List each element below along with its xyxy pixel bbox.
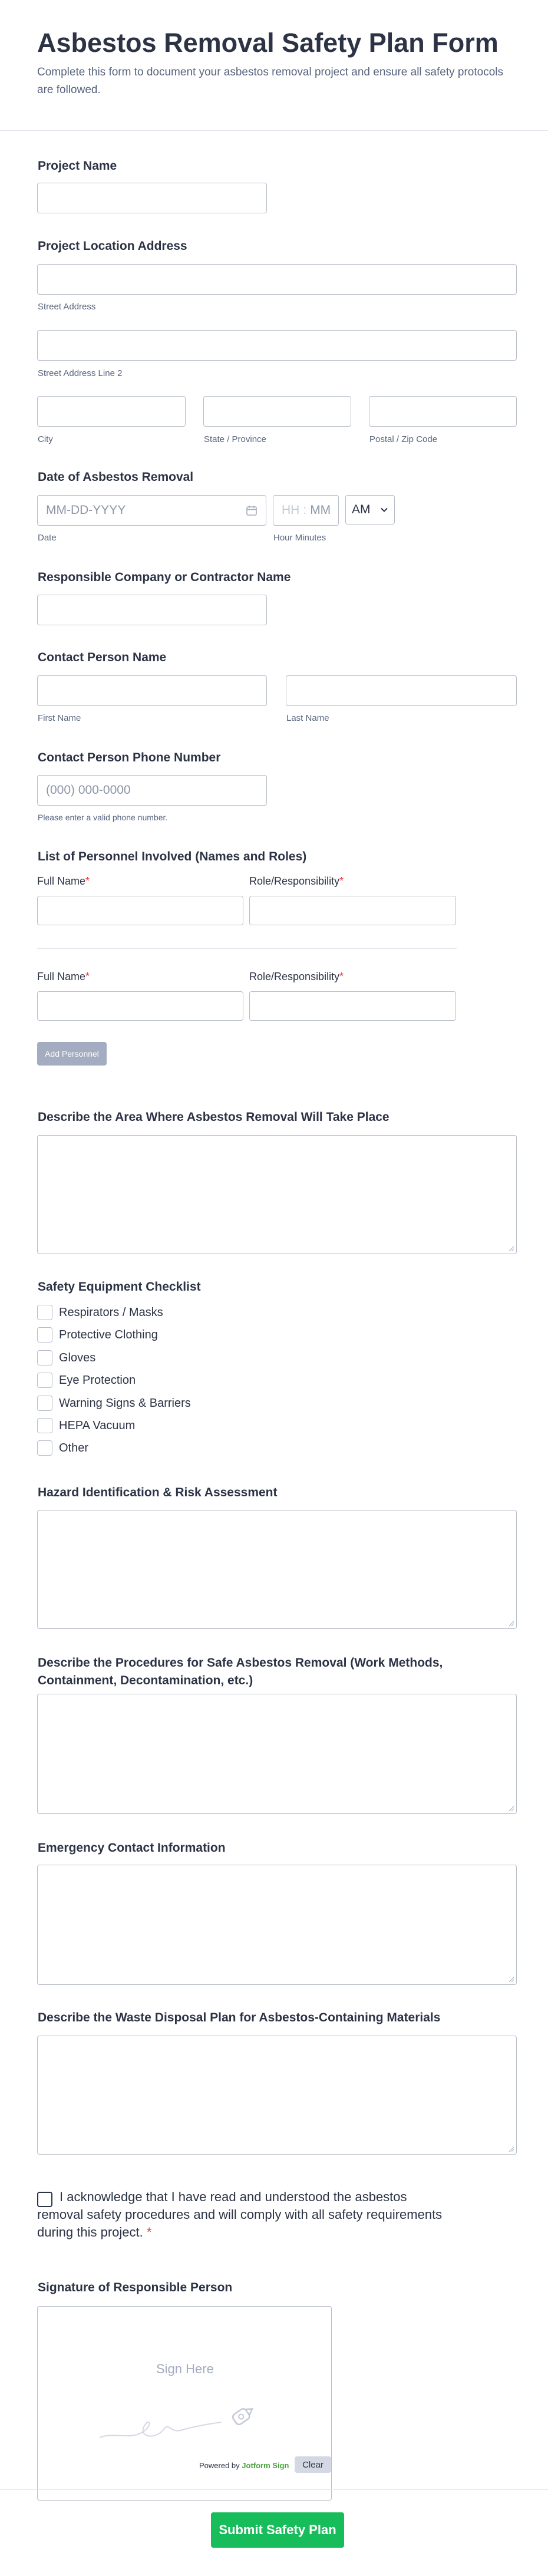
- full-name-label-2: Full Name*: [37, 971, 90, 982]
- date-input[interactable]: [37, 495, 266, 526]
- signature-placeholder: Sign Here: [156, 2361, 214, 2376]
- form-subtitle: Complete this form to document your asbestos removal project and ensure all safety protocols are followed.: [37, 66, 503, 96]
- area-textarea[interactable]: [37, 1135, 517, 1254]
- signature-pad[interactable]: [37, 2306, 332, 2501]
- street-address-sub: Street Address: [38, 302, 96, 312]
- ampm-value: AM: [352, 503, 371, 516]
- last-name-input[interactable]: [286, 675, 517, 706]
- state-input[interactable]: [203, 396, 351, 427]
- resize-handle-icon[interactable]: [507, 1620, 514, 1627]
- waste-textarea[interactable]: [37, 2036, 517, 2155]
- state-sub: State / Province: [204, 434, 266, 444]
- street-address-2-sub: Street Address Line 2: [38, 368, 123, 378]
- time-sub: Hour Minutes: [273, 533, 326, 543]
- resize-handle-icon[interactable]: [507, 2145, 514, 2152]
- chevron-down-icon: [380, 506, 388, 514]
- signature-label: Signature of Responsible Person: [38, 2281, 233, 2294]
- powered-by: Powered by Jotform Sign: [199, 2461, 289, 2470]
- checkbox-protective-clothing-label: Protective Clothing: [59, 1328, 158, 1341]
- zip-input[interactable]: [369, 396, 517, 427]
- add-personnel-button[interactable]: Add Personnel: [37, 1042, 107, 1066]
- acknowledge-label: I acknowledge that I have read and understood the asbestos removal safety procedures and will comply with all safety requirements during this project. *: [37, 2189, 443, 2239]
- personnel-divider: [37, 948, 457, 949]
- checkbox-gloves-label: Gloves: [59, 1351, 96, 1364]
- full-name-input-2[interactable]: [37, 991, 243, 1021]
- city-sub: City: [38, 434, 53, 444]
- checkbox-respirators[interactable]: [37, 1305, 52, 1320]
- date-label: Date of Asbestos Removal: [38, 470, 194, 484]
- personnel-label: List of Personnel Involved (Names and Roles): [38, 850, 307, 863]
- submit-button[interactable]: Submit Safety Plan: [211, 2512, 344, 2548]
- hour-placeholder: HH: [282, 503, 300, 517]
- form-header: [0, 0, 548, 131]
- minute-placeholder: MM: [310, 503, 331, 517]
- checkbox-gloves[interactable]: [37, 1350, 52, 1365]
- date-sub: Date: [38, 533, 57, 543]
- checkbox-eye-protection[interactable]: [37, 1373, 52, 1388]
- full-name-input-1[interactable]: [37, 896, 243, 925]
- company-input[interactable]: [37, 595, 267, 625]
- role-label-2: Role/Responsibility*: [249, 971, 344, 982]
- time-input[interactable]: [273, 495, 339, 526]
- phone-input[interactable]: [37, 775, 267, 806]
- calendar-icon[interactable]: [246, 504, 258, 516]
- project-name-input[interactable]: [37, 183, 267, 213]
- form-title: Asbestos Removal Safety Plan Form: [37, 28, 499, 58]
- checkbox-eye-protection-label: Eye Protection: [59, 1374, 136, 1387]
- hazard-textarea[interactable]: [37, 1510, 517, 1629]
- checklist-label: Safety Equipment Checklist: [38, 1280, 201, 1294]
- role-input-1[interactable]: [249, 896, 456, 925]
- resize-handle-icon[interactable]: [507, 1975, 514, 1983]
- hazard-label: Hazard Identification & Risk Assessment: [38, 1486, 278, 1499]
- zip-sub: Postal / Zip Code: [369, 434, 438, 444]
- waste-label: Describe the Waste Disposal Plan for Asbestos-Containing Materials: [38, 2011, 441, 2024]
- checkbox-warning-signs[interactable]: [37, 1396, 52, 1411]
- emergency-textarea[interactable]: [37, 1865, 517, 1985]
- checkbox-hepa-vacuum[interactable]: [37, 1418, 52, 1433]
- contact-label: Contact Person Name: [38, 651, 167, 664]
- last-name-sub: Last Name: [286, 713, 329, 723]
- clear-signature-button[interactable]: Clear: [295, 2456, 331, 2473]
- phone-placeholder: (000) 000-0000: [46, 783, 131, 797]
- project-name-label: Project Name: [38, 159, 117, 173]
- emergency-label: Emergency Contact Information: [38, 1841, 226, 1855]
- street-address-2-input[interactable]: [37, 330, 517, 361]
- checkbox-hepa-vacuum-label: HEPA Vacuum: [59, 1419, 136, 1432]
- checkbox-other-label: Other: [59, 1442, 89, 1454]
- first-name-sub: First Name: [38, 713, 81, 723]
- time-separator: :: [303, 503, 307, 517]
- checkbox-other[interactable]: [37, 1440, 52, 1456]
- ampm-select[interactable]: [345, 495, 395, 525]
- checkbox-respirators-label: Respirators / Masks: [59, 1306, 163, 1319]
- company-label: Responsible Company or Contractor Name: [38, 570, 291, 584]
- resize-handle-icon[interactable]: [507, 1805, 514, 1812]
- procedures-textarea[interactable]: [37, 1694, 517, 1814]
- phone-label: Contact Person Phone Number: [38, 751, 221, 764]
- role-input-2[interactable]: [249, 991, 456, 1021]
- address-label: Project Location Address: [38, 239, 187, 253]
- procedures-label: Describe the Procedures for Safe Asbestos Removal (Work Methods, Containment, Decontamination, etc.): [38, 1656, 443, 1687]
- date-placeholder: MM-DD-YYYY: [46, 503, 126, 517]
- full-name-label-1: Full Name*: [37, 875, 90, 887]
- street-address-input[interactable]: [37, 264, 517, 295]
- area-label: Describe the Area Where Asbestos Removal Will Take Place: [38, 1110, 389, 1124]
- checkbox-warning-signs-label: Warning Signs & Barriers: [59, 1397, 191, 1410]
- phone-hint: Please enter a valid phone number.: [38, 813, 168, 822]
- resize-handle-icon[interactable]: [507, 1245, 514, 1252]
- signature-squiggle-icon: [38, 2307, 332, 2501]
- checkbox-protective-clothing[interactable]: [37, 1327, 52, 1343]
- role-label-1: Role/Responsibility*: [249, 875, 344, 887]
- first-name-input[interactable]: [37, 675, 267, 706]
- city-input[interactable]: [37, 396, 186, 427]
